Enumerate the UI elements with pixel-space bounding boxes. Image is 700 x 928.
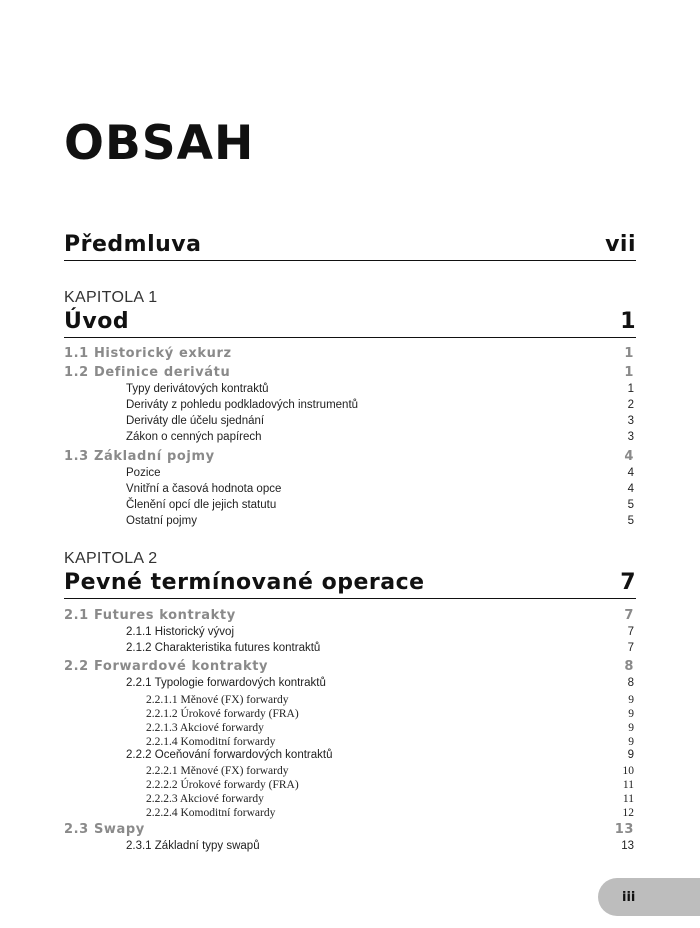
toc-entry-page: 5 <box>627 499 634 511</box>
toc-entry-text: Zákon o cenných papírech <box>126 431 262 443</box>
page-number-badge <box>598 878 700 916</box>
toc-entry-page: 5 <box>627 515 634 527</box>
page-title: OBSAH <box>64 116 255 171</box>
toc-entry-text: Vnitřní a časová hodnota opce <box>126 483 282 495</box>
toc-entry-text: 2.2.2 Oceňování forwardových kontraktů <box>126 749 333 761</box>
toc-entry-text: 2.2 Forwardové kontrakty <box>64 659 269 674</box>
toc-subsubsection-row[interactable] <box>146 765 634 777</box>
toc-entry-text: Deriváty z pohledu podkladových instrumentů <box>126 399 359 411</box>
toc-entry-text: 2.2.1 Typologie forwardových kontraktů <box>126 677 326 689</box>
toc-section-row[interactable] <box>64 659 634 674</box>
toc-subsection-row[interactable] <box>126 399 634 411</box>
toc-subsubsection-row[interactable] <box>146 722 634 734</box>
toc-entry-page: 13 <box>614 822 634 837</box>
toc-subsubsection-row[interactable] <box>146 708 634 720</box>
toc-subsubsection-row[interactable] <box>146 736 634 748</box>
toc-entry-page: 2 <box>627 399 634 411</box>
toc-chapter-2-row[interactable] <box>64 570 636 599</box>
preface-page: vii <box>605 232 636 257</box>
toc-section-row[interactable] <box>64 822 634 837</box>
toc-entry-page: 12 <box>622 807 634 819</box>
toc-entry-text: 2.1.1 Historický vývoj <box>126 626 235 638</box>
toc-entry-text: 1.2 Definice derivátu <box>64 365 231 380</box>
toc-entry-text: 2.2.2.4 Komoditní forwardy <box>146 807 276 819</box>
toc-entry-page: 1 <box>624 346 634 361</box>
toc-entry-page: 3 <box>627 431 634 443</box>
toc-entry-text: 2.2.1.3 Akciové forwardy <box>146 722 264 734</box>
toc-subsection-row[interactable] <box>126 749 634 761</box>
toc-entry-text: 2.2.2.3 Akciové forwardy <box>146 793 264 805</box>
toc-entry-page: 10 <box>622 765 634 777</box>
toc-subsubsection-row[interactable] <box>146 694 634 706</box>
toc-subsection-row[interactable] <box>126 467 634 479</box>
toc-entry-text: 2.2.1.2 Úrokové forwardy (FRA) <box>146 708 299 720</box>
toc-subsection-row[interactable] <box>126 626 634 638</box>
toc-entry-text: 2.2.1.4 Komoditní forwardy <box>146 736 276 748</box>
preface-label: Předmluva <box>64 232 202 257</box>
toc-entry-page: 13 <box>621 840 634 852</box>
toc-entry-page: 9 <box>628 722 634 734</box>
toc-subsection-row[interactable] <box>126 499 634 511</box>
toc-entry-text: Členění opcí dle jejich statutu <box>126 499 277 511</box>
toc-entry-page: 7 <box>627 626 634 638</box>
toc-entry-page: 1 <box>627 383 634 395</box>
toc-entry-text: 2.2.1.1 Měnové (FX) forwardy <box>146 694 289 706</box>
toc-entry-text: 1.1 Historický exkurz <box>64 346 232 361</box>
chapter-1-title: Úvod <box>64 309 130 334</box>
toc-entry-page: 8 <box>624 659 634 674</box>
toc-subsection-row[interactable] <box>126 677 634 689</box>
toc-entry-page: 1 <box>624 365 634 380</box>
toc-subsubsection-row[interactable] <box>146 779 634 791</box>
toc-subsection-row[interactable] <box>126 383 634 395</box>
chapter-2-title: Pevné termínované operace <box>64 570 425 595</box>
toc-entry-text: 2.3.1 Základní typy swapů <box>126 840 260 852</box>
toc-subsection-row[interactable] <box>126 515 634 527</box>
toc-entry-text: Deriváty dle účelu sjednání <box>126 415 265 427</box>
toc-entry-text: Ostatní pojmy <box>126 515 197 527</box>
toc-entry-page: 9 <box>628 736 634 748</box>
toc-subsection-row[interactable] <box>126 431 634 443</box>
toc-section-row[interactable] <box>64 346 634 361</box>
toc-entry-text: 2.1.2 Charakteristika futures kontraktů <box>126 642 321 654</box>
toc-entry-page: 4 <box>627 483 634 495</box>
toc-entry-page: 4 <box>624 449 634 464</box>
toc-subsection-row[interactable] <box>126 483 634 495</box>
toc-entry-text: 2.1 Futures kontrakty <box>64 608 236 623</box>
toc-entry-page: 9 <box>628 694 634 706</box>
toc-entry-text: Pozice <box>126 467 161 479</box>
toc-entry-page: 9 <box>628 708 634 720</box>
toc-entry-page: 3 <box>627 415 634 427</box>
toc-entry-text: Typy derivátových kontraktů <box>126 383 269 395</box>
toc-entry-text: 2.2.2.2 Úrokové forwardy (FRA) <box>146 779 299 791</box>
toc-preface-row[interactable] <box>64 232 636 261</box>
toc-entry-page: 4 <box>627 467 634 479</box>
toc-entry-page: 7 <box>624 608 634 623</box>
toc-subsection-row[interactable] <box>126 840 634 852</box>
toc-chapter-1-row[interactable] <box>64 309 636 338</box>
toc-subsection-row[interactable] <box>126 415 634 427</box>
toc-entry-page: 11 <box>622 779 634 791</box>
chapter-1-label: KAPITOLA 1 <box>64 289 158 306</box>
toc-entry-text: 2.3 Swapy <box>64 822 145 837</box>
toc-entry-page: 9 <box>627 749 634 761</box>
toc-subsubsection-row[interactable] <box>146 793 634 805</box>
toc-entry-text: 1.3 Základní pojmy <box>64 449 215 464</box>
chapter-1-page: 1 <box>620 309 636 334</box>
toc-section-row[interactable] <box>64 365 634 380</box>
toc-entry-page: 7 <box>627 642 634 654</box>
chapter-2-page: 7 <box>620 570 636 595</box>
toc-subsubsection-row[interactable] <box>146 807 634 819</box>
toc-entry-page: 11 <box>622 793 634 805</box>
toc-entry-text: 2.2.2.1 Měnové (FX) forwardy <box>146 765 289 777</box>
toc-subsection-row[interactable] <box>126 642 634 654</box>
toc-section-row[interactable] <box>64 608 634 623</box>
page-number: iii <box>622 889 636 905</box>
toc-section-row[interactable] <box>64 449 634 464</box>
chapter-2-label: KAPITOLA 2 <box>64 550 158 567</box>
toc-entry-page: 8 <box>627 677 634 689</box>
